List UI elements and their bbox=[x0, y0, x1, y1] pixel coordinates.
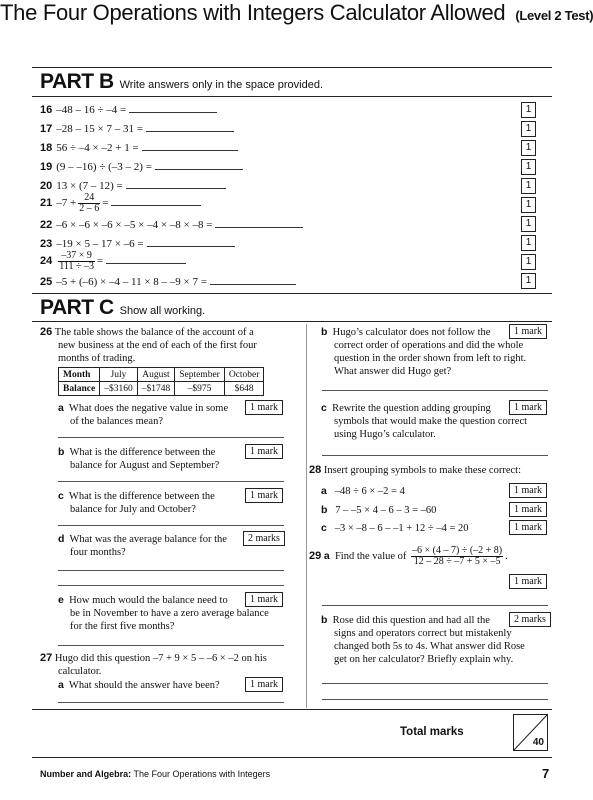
part-c-letter: PART C bbox=[40, 296, 114, 319]
mark-box: 1 mark bbox=[509, 400, 547, 415]
q26c-line2: balance for July and October? bbox=[70, 504, 196, 515]
question-16: 16 –48 – 16 ÷ –4 = bbox=[40, 103, 217, 116]
q27b-line3: question in the order shown from left to right. bbox=[334, 353, 527, 364]
question-25: 25 –5 + (–6) × –4 – 11 × 8 – –9 × 7 = bbox=[40, 275, 296, 288]
q29b-line3: changed both 5s to 4s. What answer did Rose bbox=[334, 641, 525, 652]
total-rule bbox=[32, 709, 552, 710]
mark-box: 2 marks bbox=[243, 531, 285, 546]
answer-line[interactable] bbox=[322, 455, 548, 456]
q28a: a –48 ÷ 6 × –2 = 4 bbox=[321, 485, 405, 497]
mark-box: 2 marks bbox=[509, 612, 551, 627]
q27c-line2: symbols that would make the question correct bbox=[334, 416, 528, 427]
q29a: 29 a Find the value of $\frac{-6 \times (4 - 7) \div (-2 + 8)}{12 - 28 \div -7 + 5 \times -5}$ . bbox=[309, 545, 508, 567]
q26b: b What is the difference between the bbox=[58, 446, 216, 458]
fraction: $\frac{24}{2 - 6}$ bbox=[79, 192, 100, 214]
q26-intro: 26 The table shows the balance of the account of a bbox=[40, 326, 254, 338]
q29b-line4: get on her calculator? Briefly explain why. bbox=[334, 654, 514, 665]
answer-line[interactable] bbox=[58, 525, 284, 526]
answer-line[interactable] bbox=[322, 699, 548, 700]
mark-box: 1 mark bbox=[509, 483, 547, 498]
answer-line[interactable] bbox=[126, 179, 226, 189]
mark-box: 1 mark bbox=[509, 502, 547, 517]
q27c-line3: using Hugo’s calculator. bbox=[334, 429, 436, 440]
q26-intro-line2: new business at the end of each of the first four bbox=[58, 340, 257, 351]
question-18: 18 56 ÷ –4 × –2 + 1 = bbox=[40, 141, 238, 154]
answer-line[interactable] bbox=[155, 160, 243, 170]
q27c: c Rewrite the question adding grouping bbox=[321, 402, 491, 414]
part-c-heading bbox=[40, 296, 205, 320]
mark-box-25: 1 bbox=[521, 273, 536, 289]
part-c-rule bbox=[32, 321, 552, 322]
part-c-top-rule bbox=[32, 293, 552, 294]
q28-intro: 28 Insert grouping symbols to make these correct: bbox=[309, 464, 521, 476]
answer-line[interactable] bbox=[322, 683, 548, 684]
mark-box: 1 mark bbox=[245, 400, 283, 415]
answer-line[interactable] bbox=[215, 218, 303, 228]
q26d-line2: four months? bbox=[70, 547, 126, 558]
table-row: Month July August September October bbox=[59, 368, 264, 382]
q26e-line2: be in November to have a zero average balance bbox=[70, 608, 269, 619]
mark-box: 1 mark bbox=[509, 574, 547, 589]
q26e: e How much would the balance need to bbox=[58, 594, 228, 606]
question-17: 17 –28 – 15 × 7 – 31 = bbox=[40, 122, 234, 135]
answer-line[interactable] bbox=[58, 481, 284, 482]
title-main: The Four Operations with Integers Calculator Allowed bbox=[0, 0, 506, 25]
question-23: 23 –19 × 5 – 17 × –6 = bbox=[40, 237, 235, 250]
part-b-heading bbox=[40, 70, 323, 94]
mark-box-17: 1 bbox=[521, 121, 536, 137]
mark-box-20: 1 bbox=[521, 178, 536, 194]
mark-box: 1 mark bbox=[245, 488, 283, 503]
answer-line[interactable] bbox=[210, 275, 296, 285]
q26e-line3: for the first five months? bbox=[70, 621, 175, 632]
answer-line[interactable] bbox=[58, 570, 284, 571]
title-rule bbox=[32, 67, 552, 68]
q28c: c –3 × –8 – 6 – –1 + 12 ÷ –4 = 20 bbox=[321, 522, 469, 534]
footer-text: Number and Algebra: The Four Operations with Integers bbox=[40, 769, 271, 779]
mark-box-24: 1 bbox=[521, 254, 536, 270]
q26d: d What was the average balance for the bbox=[58, 533, 227, 545]
q26a-line2: of the balances mean? bbox=[70, 416, 163, 427]
question-24: 24 $\frac{-37 \times 9}{111 \div -3}$ = bbox=[40, 251, 186, 272]
page-number: 7 bbox=[542, 766, 550, 781]
mark-box: 1 mark bbox=[509, 324, 547, 339]
part-b-letter: PART B bbox=[40, 70, 114, 93]
q29b: b Rose did this question and had all the bbox=[321, 614, 490, 626]
total-marks-value: 40 bbox=[532, 737, 544, 748]
q27b-line4: What answer did Hugo get? bbox=[334, 366, 452, 377]
mark-box-19: 1 bbox=[521, 159, 536, 175]
footer-rule bbox=[32, 757, 552, 758]
question-21: 21 –7 + $\frac{24}{2 - 6}$ = bbox=[40, 193, 201, 214]
q26c: c What is the difference between the bbox=[58, 490, 215, 502]
title-level: (Level 2 Test) bbox=[515, 8, 593, 23]
answer-line[interactable] bbox=[142, 141, 238, 151]
mark-box: 1 mark bbox=[509, 520, 547, 535]
q27-intro-line2: calculator. bbox=[58, 666, 102, 677]
q27-intro: 27 Hugo did this question –7 + 9 × 5 – –6 × –2 on his bbox=[40, 652, 267, 664]
fraction: $\frac{-37 \times 9}{111 \div -3}$ bbox=[59, 250, 94, 272]
total-marks-box bbox=[513, 714, 548, 751]
part-b-instruction: Write answers only in the space provided. bbox=[119, 79, 324, 91]
q28b: b 7 – –5 × 4 – 6 – 3 = –60 bbox=[321, 504, 437, 516]
page-title bbox=[0, 0, 593, 26]
table-row: Balance –$3160 –$1748 –$975 $648 bbox=[59, 382, 264, 396]
question-22: 22 –6 × –6 × –6 × –5 × –4 × –8 × –8 = bbox=[40, 218, 303, 231]
question-19: 19 (9 – –16) ÷ (–3 – 2) = bbox=[40, 160, 243, 173]
answer-line[interactable] bbox=[322, 390, 548, 391]
answer-line[interactable] bbox=[129, 103, 217, 113]
q26b-line2: balance for August and September? bbox=[70, 460, 220, 471]
mark-box-21: 1 bbox=[521, 197, 536, 213]
answer-line[interactable] bbox=[58, 645, 284, 646]
question-20: 20 13 × (7 – 12) = bbox=[40, 179, 226, 192]
mark-box: 1 mark bbox=[245, 592, 283, 607]
q27b: b Hugo’s calculator does not follow the bbox=[321, 326, 491, 338]
mark-box-22: 1 bbox=[521, 216, 536, 232]
answer-line[interactable] bbox=[146, 122, 234, 132]
q27b-line2: correct order of operations and did the whole bbox=[334, 340, 524, 351]
balance-table bbox=[58, 367, 264, 396]
mark-box-23: 1 bbox=[521, 235, 536, 251]
answer-line[interactable] bbox=[58, 585, 284, 586]
q27a: a What should the answer have been? bbox=[58, 679, 220, 691]
mark-box-18: 1 bbox=[521, 140, 536, 156]
total-marks-label: Total marks bbox=[400, 726, 464, 738]
q29b-line2: signs and operators correct but mistakenly bbox=[334, 628, 512, 639]
q26a: a What does the negative value in some bbox=[58, 402, 229, 414]
answer-line[interactable] bbox=[58, 437, 284, 438]
column-divider bbox=[306, 324, 307, 708]
answer-line[interactable] bbox=[322, 605, 548, 606]
part-c-instruction: Show all working. bbox=[119, 305, 206, 317]
mark-box: 1 mark bbox=[245, 677, 283, 692]
part-b-rule bbox=[32, 96, 552, 97]
mark-box-16: 1 bbox=[521, 102, 536, 118]
answer-line[interactable] bbox=[106, 254, 186, 264]
answer-line[interactable] bbox=[147, 237, 235, 247]
answer-line[interactable] bbox=[58, 702, 284, 703]
mark-box: 1 mark bbox=[245, 444, 283, 459]
q26-intro-line3: months of trading. bbox=[58, 353, 136, 364]
answer-line[interactable] bbox=[111, 196, 201, 206]
fraction: $\frac{-6 \times (4 - 7) \div (-2 + 8)}{12 - 28 \div -7 + 5 \times -5}$ bbox=[412, 545, 503, 567]
